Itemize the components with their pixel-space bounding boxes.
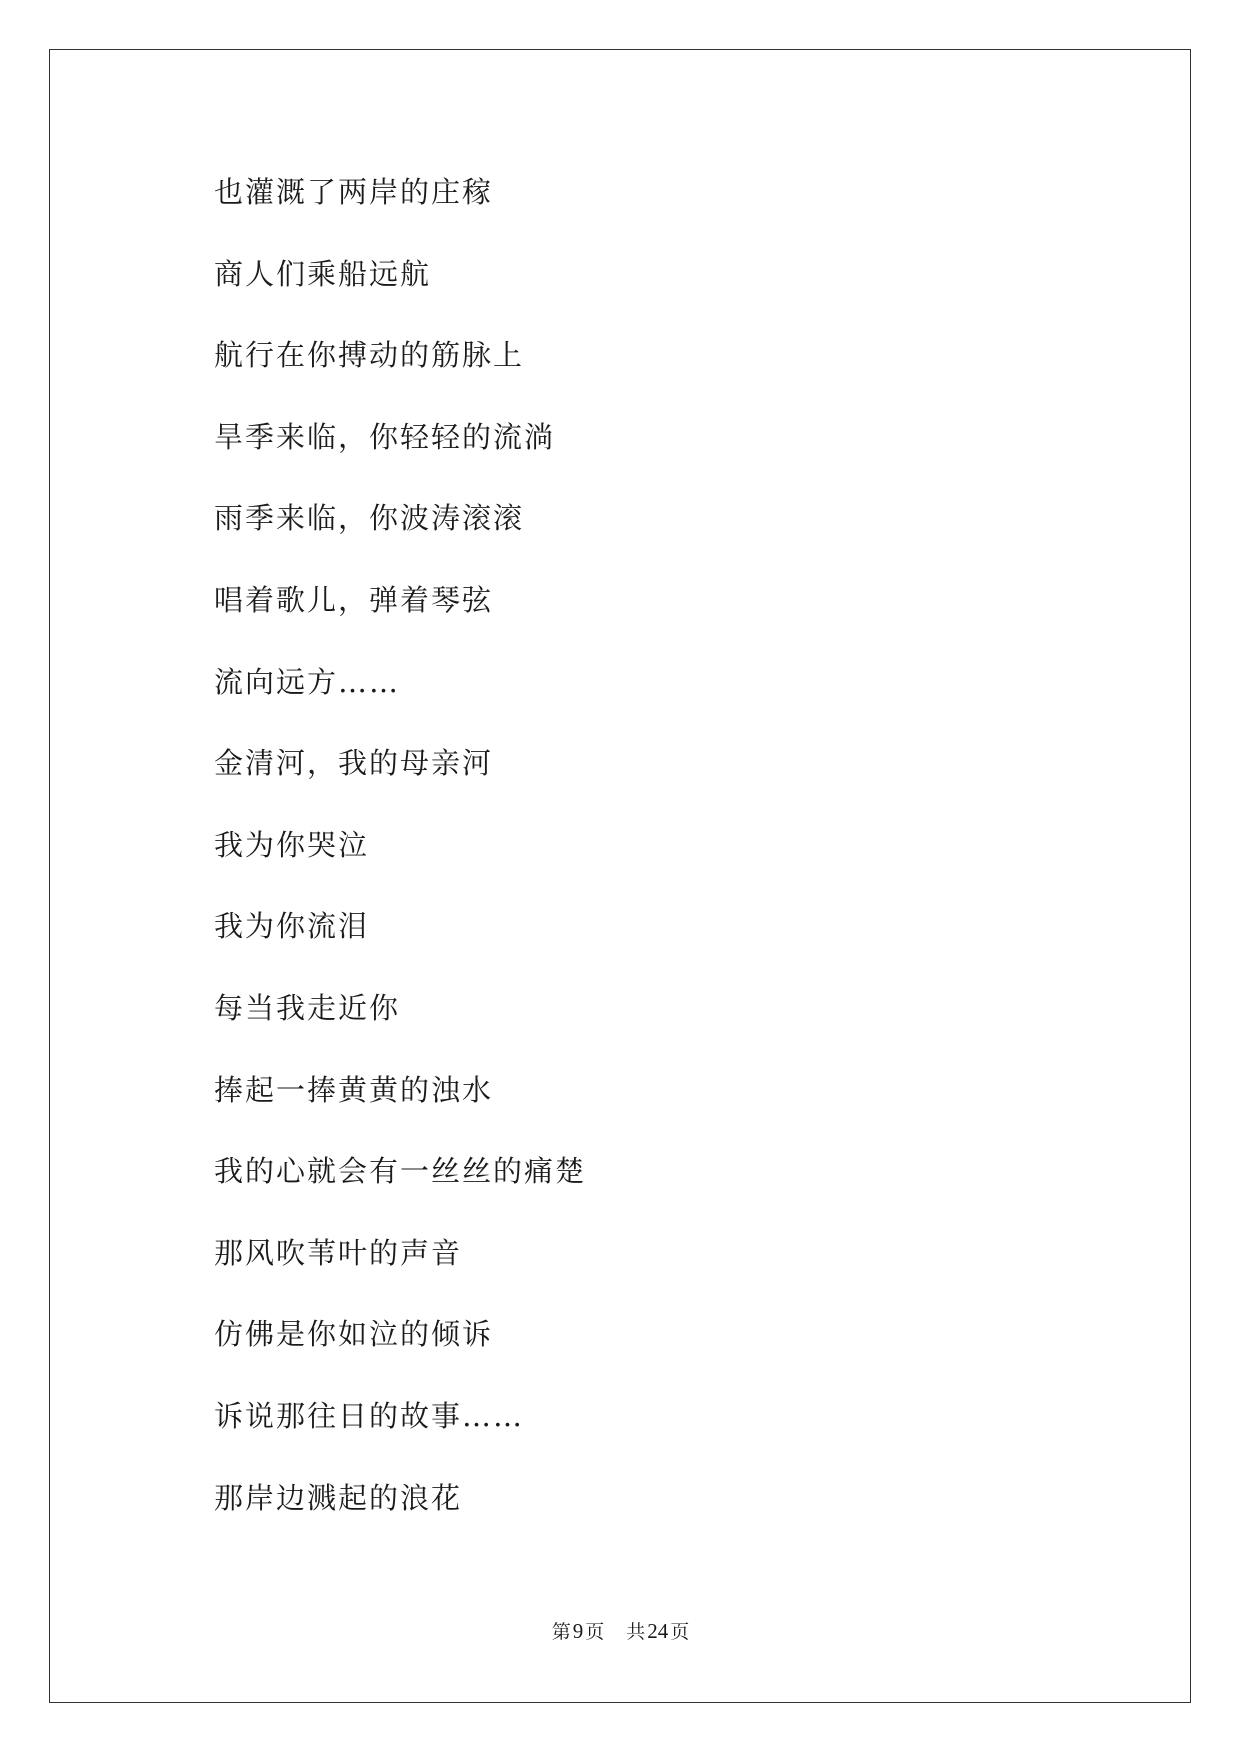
poem-line: 我为你哭泣 — [214, 827, 370, 862]
poem-line: 商人们乘船远航 — [214, 256, 432, 291]
poem-line: 每当我走近你 — [214, 990, 401, 1025]
poem-line: 我为你流泪 — [214, 909, 370, 944]
total-suffix: 页 — [670, 1622, 690, 1643]
total-prefix: 共 — [626, 1622, 646, 1643]
poem-line: 金清河，我的母亲河 — [214, 746, 494, 781]
poem-line: 旱季来临，你轻轻的流淌 — [214, 419, 556, 454]
page-suffix: 页 — [585, 1622, 605, 1643]
poem-line: 航行在你搏动的筋脉上 — [214, 338, 525, 373]
poem-line: 唱着歌儿，弹着琴弦 — [214, 582, 494, 617]
poem-line: 也灌溉了两岸的庄稼 — [214, 175, 494, 209]
poem-line: 流向远方…… — [214, 664, 401, 699]
poem-line: 我的心就会有一丝丝的痛楚 — [214, 1154, 587, 1189]
poem-line: 雨季来临，你波涛滚滚 — [214, 501, 525, 536]
poem-line: 诉说那往日的故事…… — [214, 1398, 525, 1433]
poem-line: 仿佛是你如泣的倾诉 — [214, 1317, 494, 1352]
page-footer — [0, 1619, 1241, 1645]
poem-body — [214, 170, 586, 1557]
total-pages: 24 — [647, 1619, 669, 1643]
page-prefix: 第 — [551, 1622, 571, 1643]
poem-line: 捧起一捧黄黄的浊水 — [214, 1072, 494, 1107]
page-number: 9 — [572, 1619, 584, 1643]
poem-line: 那风吹苇叶的声音 — [214, 1235, 463, 1270]
poem-line: 那岸边溅起的浪花 — [214, 1480, 463, 1515]
